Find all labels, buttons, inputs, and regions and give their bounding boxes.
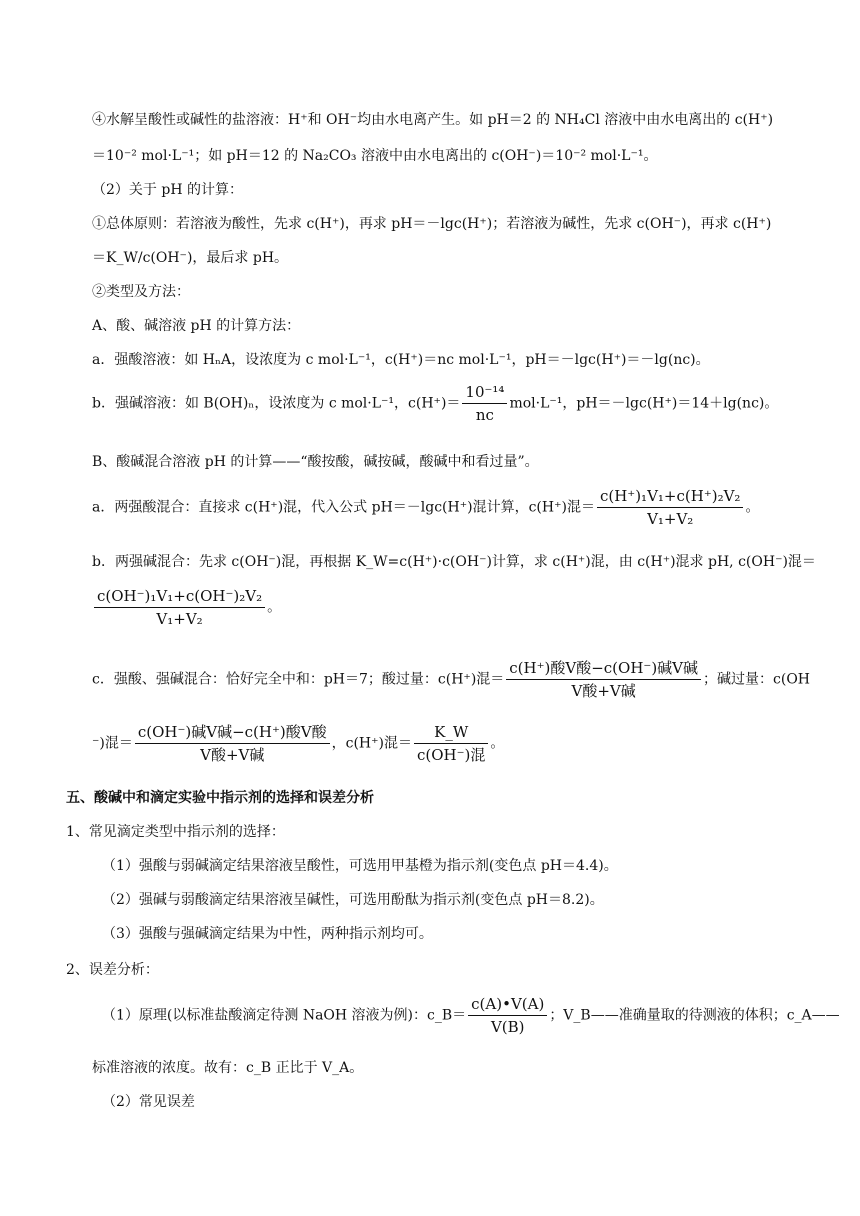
strong-base-text-after: mol·L⁻¹，pH＝－lgc(H⁺)＝14＋lg(nc)。 [509, 395, 779, 412]
base-excess-text: ；碱过量：c(OH [703, 671, 811, 688]
indicator-item-3: （3）强酸与强碱滴定结果为中性，两种指示剂均可。 [102, 926, 433, 942]
principle-conclusion: 标准溶液的浓度。故有：c_B 正比于 V_A。 [92, 1060, 364, 1076]
two-acid-end: 。 [745, 499, 760, 516]
strong-base-numerator: 10⁻¹⁴ [462, 382, 507, 404]
two-base-line: b．两强碱混合：先求 c(OH⁻)混，再根据 K_W=c(H⁺)·c(OH⁻)计算，求 c(H⁺)混，由 c(H⁺)混求 pH, c(OH⁻)混＝ [92, 554, 816, 570]
base-excess-fraction [135, 722, 330, 765]
principle-line-1: ①总体原则：若溶液为酸性，先求 c(H⁺)，再求 pH＝－lgc(H⁺)；若溶液为碱性，先求 c(OH⁻)，再求 c(H⁺) [92, 216, 772, 232]
section-heading: 五、酸碱中和滴定实验中指示剂的选择和误差分析 [66, 790, 374, 806]
hydrolysis-line-2: ＝10⁻² mol·L⁻¹；如 pH＝12 的 Na₂CO₃ 溶液中由水电离出的 c(OH⁻)＝10⁻² mol·L⁻¹。 [92, 148, 658, 164]
strong-acid-line: a．强酸溶液：如 HₙA，设浓度为 c mol·L⁻¹，c(H⁺)＝nc mol·L⁻¹，pH＝－lgc(H⁺)＝－lg(nc)。 [92, 352, 710, 368]
indicator-item-1: （1）强酸与弱碱滴定结果溶液呈酸性，可选用甲基橙为指示剂(变色点 pH＝4.4)。 [102, 858, 618, 874]
base-excess-mid: ，c(H⁺)混＝ [331, 735, 412, 752]
kw-denominator: c(OH⁻)混 [416, 746, 486, 764]
acid-base-mix-line [92, 658, 810, 701]
hydrolysis-line-1: ④水解呈酸性或碱性的盐溶液：H⁺和 OH⁻均由水电离产生。如 pH＝2 的 NH₄Cl 溶液中由水电离出的 c(H⁺) [92, 112, 774, 128]
acid-excess-denominator: V酸+V碱 [571, 682, 636, 700]
principle-line-2: ＝K_W/c(OH⁻)，最后求 pH。 [92, 250, 289, 266]
principle-denominator: V(B) [490, 1018, 525, 1036]
common-errors-title: （2）常见误差 [102, 1094, 195, 1110]
mixture-title: B、酸碱混合溶液 pH 的计算——“酸按酸，碱按碱，酸碱中和看过量”。 [92, 454, 539, 470]
strong-base-fraction [462, 382, 507, 425]
acid-excess-numerator: c(H⁺)酸V酸−c(OH⁻)碱V碱 [506, 658, 701, 680]
strong-base-denominator: nc [475, 406, 494, 424]
two-base-fraction [94, 586, 265, 629]
base-excess-line [92, 722, 504, 765]
error-analysis-title: 2、误差分析： [66, 962, 159, 978]
two-base-denominator: V₁+V₂ [156, 610, 203, 628]
two-acid-fraction [597, 486, 744, 529]
two-base-formula-line [92, 586, 281, 629]
two-base-end: 。 [267, 599, 282, 616]
principle-text: （1）原理(以标准盐酸滴定待测 NaOH 溶液为例)：c_B＝ [102, 1007, 467, 1024]
acid-base-mix-text: c．强酸、强碱混合：恰好完全中和：pH＝7；酸过量：c(H⁺)混＝ [92, 671, 505, 688]
acid-excess-fraction [506, 658, 701, 701]
base-excess-numerator: c(OH⁻)碱V碱−c(H⁺)酸V酸 [135, 722, 330, 744]
principle-numerator: c(A)•V(A) [468, 994, 547, 1016]
kw-numerator: K_W [414, 722, 488, 744]
two-acid-line [92, 486, 759, 529]
strong-base-text: b．强碱溶液：如 B(OH)ₙ，设浓度为 c mol·L⁻¹，c(H⁺)＝ [92, 395, 461, 412]
two-acid-numerator: c(H⁺)₁V₁+c(H⁺)₂V₂ [597, 486, 744, 508]
principle-text-after: ；V_B——准确量取的待测液的体积；c_A—— [549, 1007, 840, 1024]
indicator-title: 1、常见滴定类型中指示剂的选择： [66, 824, 285, 840]
types-title: ②类型及方法： [92, 284, 190, 300]
kw-fraction [414, 722, 488, 765]
two-acid-text: a．两强酸混合：直接求 c(H⁺)混，代入公式 pH＝－lgc(H⁺)混计算，c(H⁺)混＝ [92, 499, 595, 516]
base-excess-denominator: V酸+V碱 [200, 746, 265, 764]
two-base-numerator: c(OH⁻)₁V₁+c(OH⁻)₂V₂ [94, 586, 265, 608]
base-excess-lead: ⁻)混＝ [92, 735, 133, 752]
principle-formula-line [102, 994, 840, 1037]
acid-base-title: A、酸、碱溶液 pH 的计算方法： [92, 318, 301, 334]
ph-calc-title: （2）关于 pH 的计算： [92, 182, 243, 198]
two-acid-denominator: V₁+V₂ [647, 510, 694, 528]
base-excess-end: 。 [490, 735, 505, 752]
strong-base-line [92, 382, 778, 425]
principle-fraction [468, 994, 547, 1037]
indicator-item-2: （2）强碱与弱酸滴定结果溶液呈碱性，可选用酚酞为指示剂(变色点 pH＝8.2)。 [102, 892, 604, 908]
